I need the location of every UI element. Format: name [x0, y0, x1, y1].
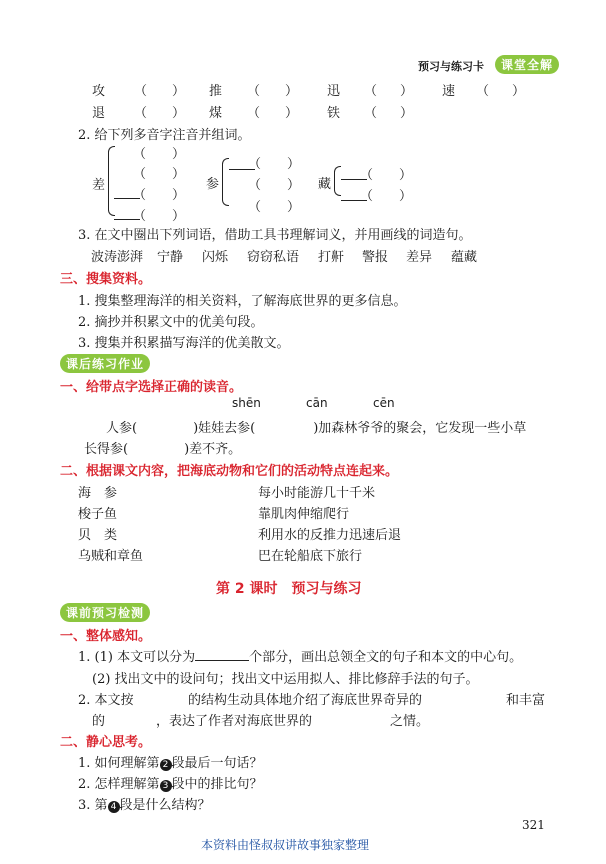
q1-paren-close: ） — [400, 106, 414, 121]
q3-word: 闪烁 — [202, 250, 229, 265]
section3-item: 3. 搜集并积累描写海洋的优美散文。 — [78, 336, 290, 351]
ex1-pinyin: cān — [306, 396, 328, 410]
sec1-text: 1. (1) 本文可以分为 — [78, 650, 196, 665]
ex2-animal: 梭子鱼 — [78, 507, 118, 522]
q3-word: 警报 — [362, 250, 389, 265]
ex2-heading: 二、根据课文内容，把海底动物和它们的活动特点连起来。 — [60, 464, 399, 479]
q1-char: 铁 — [327, 106, 341, 121]
sec1-text: 2. 本文按 — [78, 693, 134, 708]
q1-paren-open: （ — [134, 106, 148, 121]
sec2-text: 3. 第 — [78, 798, 108, 813]
q1-char: 退 — [92, 106, 106, 121]
q3-word: 蕴藏 — [451, 250, 478, 265]
ex1-line-1 — [106, 417, 526, 436]
sec2-q1 — [78, 752, 263, 771]
after-class-badge: 课后练习作业 — [60, 354, 150, 373]
ex1-text: )加森林爷爷的聚会，它发现一些小草 — [313, 421, 527, 436]
q1-paren-open: （ — [247, 84, 261, 99]
sec1-text: 之情。 — [390, 714, 430, 729]
ex1-heading: 一、给带点字选择正确的读音。 — [60, 380, 243, 395]
circled-number-icon: 2 — [160, 759, 172, 771]
q1-char: 煤 — [209, 106, 223, 121]
q2-paren: （ ） — [133, 188, 186, 203]
circled-number-icon: 4 — [108, 801, 120, 813]
sec1-line-1 — [78, 646, 522, 665]
ex2-feature: 巴在轮船底下旅行 — [258, 549, 363, 564]
header-title: 预习与练习卡 — [418, 60, 484, 73]
sec1-text: 和丰富 — [506, 693, 546, 708]
q2-paren: （ ） — [360, 189, 413, 204]
q2-brace-2 — [222, 158, 229, 206]
sec1-line-2: (2) 找出文中的设问句；找出文中运用拟人、排比修辞手法的句子。 — [92, 672, 479, 687]
ex1-pinyin: shēn — [232, 396, 261, 410]
ex2-animal: 贝 类 — [78, 528, 118, 543]
q3-word: 打鼾 — [318, 250, 345, 265]
ex1-line-2 — [84, 438, 241, 457]
q1-char: 迅 — [327, 84, 341, 99]
q2-paren: （ ） — [248, 157, 301, 172]
q2-heading: 2. 给下列多音字注音并组词。 — [78, 128, 251, 143]
sec1-text: 个部分，画出总领全文的句子和本文的中心句。 — [249, 650, 523, 665]
sec2-text: 段最后一句话？ — [171, 756, 263, 771]
q2-paren: （ ） — [360, 168, 413, 183]
q2-brace-3 — [334, 166, 341, 196]
ex2-feature: 靠肌肉伸缩爬行 — [258, 507, 350, 522]
section3-item: 2. 摘抄并积累文中的优美句段。 — [78, 315, 264, 330]
q3-word: 窃窃私语 — [247, 250, 300, 265]
sec2-text: 1. 如何理解第 — [78, 756, 160, 771]
sec1-text: 的结构生动具体地介绍了海底世界奇异的 — [188, 693, 423, 708]
sec1-heading: 一、整体感知。 — [60, 629, 152, 644]
sec2-q3 — [78, 794, 211, 813]
header-badge: 课堂全解 — [495, 55, 559, 74]
ex1-text: 人参( — [106, 421, 138, 436]
q2-paren: （ ） — [248, 200, 301, 215]
q3-word: 差异 — [406, 250, 433, 265]
ex1-text: )娃娃去参( — [193, 421, 256, 436]
footer-text: 本资料由怪叔叔讲故事独家整理 — [201, 838, 370, 852]
q1-char: 推 — [209, 84, 223, 99]
ex2-animal: 海 参 — [78, 486, 118, 501]
lesson-title: 第 2 课时 预习与练习 — [216, 581, 362, 597]
q2-char-3: 藏 — [318, 177, 332, 192]
sec2-text: 2. 怎样理解第 — [78, 777, 160, 792]
ex1-pinyin: cēn — [373, 396, 395, 410]
q1-paren-close: ） — [285, 106, 299, 121]
q2-brace-1 — [108, 146, 115, 216]
q2-paren: （ ） — [133, 167, 186, 182]
q1-paren-open: （ — [476, 84, 490, 99]
q1-paren-open: （ — [134, 84, 148, 99]
sec1-blank — [195, 648, 249, 661]
section3-heading: 三、搜集资料。 — [60, 272, 152, 287]
sec1-text: ，表达了作者对海底世界的 — [156, 714, 313, 729]
q1-paren-open: （ — [247, 106, 261, 121]
q2-char-2: 参 — [206, 177, 220, 192]
ex2-animal: 乌贼和章鱼 — [78, 549, 144, 564]
q3-word: 宁静 — [157, 250, 184, 265]
ex2-feature: 利用水的反推力迅速后退 — [258, 528, 402, 543]
q1-char: 攻 — [92, 84, 106, 99]
q3-word: 波涛澎湃 — [91, 250, 144, 265]
section3-item: 1. 搜集整理海洋的相关资料，了解海底世界的更多信息。 — [78, 294, 407, 309]
q1-char: 速 — [442, 84, 456, 99]
q2-char-1: 差 — [92, 178, 106, 193]
circled-number-icon: 3 — [160, 780, 172, 792]
q1-paren-open: （ — [364, 106, 378, 121]
ex1-text: 长得参( — [84, 442, 129, 457]
q1-paren-close: ） — [285, 84, 299, 99]
q3-heading: 3. 在文中圈出下列词语，借助工具书理解词义，并用画线的词造句。 — [78, 228, 472, 243]
sec2-text: 段是什么结构？ — [119, 798, 211, 813]
q2-paren: （ ） — [133, 209, 186, 224]
ex1-text: )差不齐。 — [184, 442, 242, 457]
sec2-text: 段中的排比句？ — [171, 777, 263, 792]
sec1-text: 的 — [92, 714, 106, 729]
q1-paren-close: ） — [172, 84, 186, 99]
q1-paren-close: ） — [172, 106, 186, 121]
preview-badge: 课前预习检测 — [60, 603, 150, 622]
page-number: 321 — [522, 818, 545, 832]
q2-paren: （ ） — [248, 178, 301, 193]
sec2-q2 — [78, 773, 263, 792]
q2-paren: （ ） — [133, 147, 186, 162]
q1-paren-close: ） — [400, 84, 414, 99]
sec2-heading: 二、静心思考。 — [60, 735, 152, 750]
ex2-feature: 每小时能游几十千米 — [258, 486, 376, 501]
q1-paren-open: （ — [364, 84, 378, 99]
q1-paren-close: ） — [512, 84, 526, 99]
